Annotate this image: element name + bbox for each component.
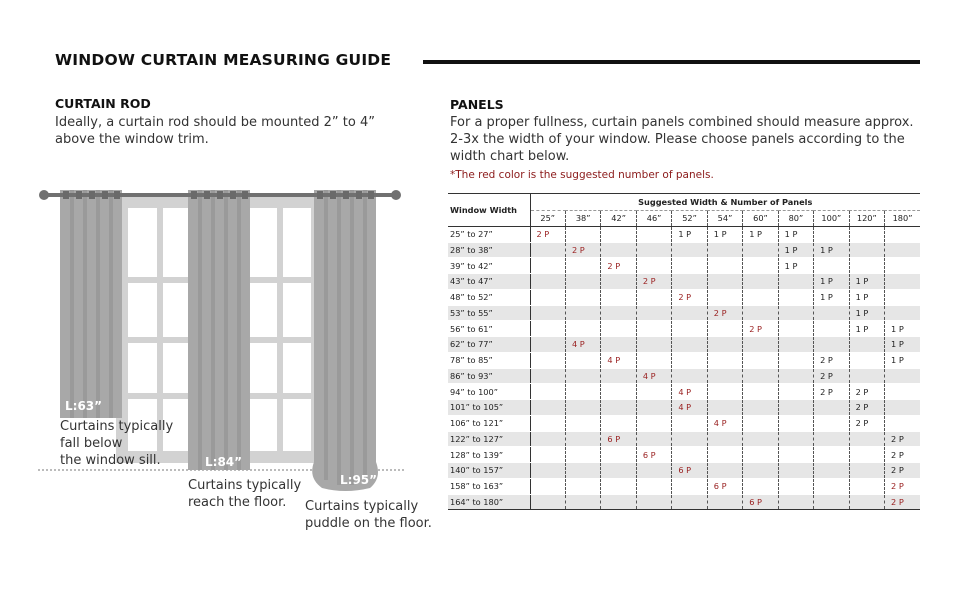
panel-count-cell: [707, 368, 742, 384]
panel-count-cell: [743, 447, 778, 463]
panel-count-cell: [601, 368, 636, 384]
window-width-cell: 128” to 139”: [448, 447, 530, 463]
panel-count-cell: [743, 274, 778, 290]
panel-count-cell: [707, 384, 742, 400]
panel-count-cell: 2 P: [885, 494, 920, 510]
panel-count-cell: [565, 447, 600, 463]
panel-count-cell: [565, 226, 600, 242]
panels-heading: PANELS: [450, 97, 504, 112]
panel-count-cell: [636, 478, 671, 494]
panel-count-cell: [814, 415, 849, 431]
panel-count-cell: [565, 258, 600, 274]
chart-row: [448, 384, 920, 400]
panel-count-cell: 2 P: [885, 431, 920, 447]
panel-count-cell: [743, 384, 778, 400]
panel-count-cell: [601, 463, 636, 479]
panel-count-cell: [849, 258, 884, 274]
panel-count-cell: [778, 447, 813, 463]
panel-count-cell: [672, 337, 707, 353]
curtain-95-note: [305, 498, 432, 532]
window-width-cell: 140” to 157”: [448, 463, 530, 479]
panel-width-header: 60”: [743, 211, 778, 227]
window-width-cell: 86” to 93”: [448, 368, 530, 384]
chart-row: [448, 226, 920, 242]
panel-count-cell: [707, 494, 742, 510]
panel-count-cell: [530, 258, 565, 274]
note-line: the window sill.: [60, 453, 161, 468]
panel-width-header: 38”: [565, 211, 600, 227]
red-color-note: *The red color is the suggested number of panels.: [450, 169, 714, 181]
panel-count-cell: [885, 415, 920, 431]
panel-count-cell: 1 P: [778, 226, 813, 242]
note-line: Curtains typically: [188, 478, 302, 493]
note-line: reach the floor.: [188, 495, 287, 510]
panel-count-cell: [743, 400, 778, 416]
panel-count-cell: [530, 478, 565, 494]
panel-count-cell: 1 P: [885, 321, 920, 337]
curtain-84: [188, 190, 250, 470]
panel-count-cell: [885, 242, 920, 258]
panel-count-cell: [778, 274, 813, 290]
panel-count-cell: [530, 431, 565, 447]
panel-count-cell: [778, 384, 813, 400]
panel-count-cell: 4 P: [707, 415, 742, 431]
panel-count-cell: 1 P: [814, 242, 849, 258]
panel-count-cell: [707, 321, 742, 337]
panel-count-cell: [672, 447, 707, 463]
panel-count-cell: 2 P: [636, 274, 671, 290]
panel-width-header: 80”: [778, 211, 813, 227]
chart-row: [448, 321, 920, 337]
panel-count-cell: [849, 242, 884, 258]
panel-count-cell: 2 P: [849, 384, 884, 400]
panel-count-cell: [743, 352, 778, 368]
panel-count-cell: 6 P: [636, 447, 671, 463]
panel-count-cell: [636, 305, 671, 321]
panel-count-cell: [849, 352, 884, 368]
panel-count-cell: [672, 305, 707, 321]
panel-count-cell: 1 P: [743, 226, 778, 242]
panel-count-cell: [707, 274, 742, 290]
page-title: WINDOW CURTAIN MEASURING GUIDE: [55, 51, 392, 69]
window-width-cell: 28” to 38”: [448, 242, 530, 258]
panel-count-cell: [565, 415, 600, 431]
panel-count-cell: [601, 415, 636, 431]
panel-count-cell: [743, 463, 778, 479]
window-width-cell: 164” to 180”: [448, 494, 530, 510]
panel-count-cell: [672, 352, 707, 368]
panel-count-cell: [778, 368, 813, 384]
window-width-cell: 56” to 61”: [448, 321, 530, 337]
panel-count-cell: [743, 478, 778, 494]
panel-count-cell: 4 P: [565, 337, 600, 353]
chart-row: [448, 289, 920, 305]
panel-width-header: 25”: [530, 211, 565, 227]
panel-count-cell: [743, 337, 778, 353]
panel-count-cell: [743, 431, 778, 447]
panel-count-cell: [601, 305, 636, 321]
curtain-95: [312, 190, 378, 491]
panel-count-cell: 2 P: [885, 463, 920, 479]
panel-count-cell: 1 P: [849, 274, 884, 290]
panel-count-cell: 2 P: [814, 368, 849, 384]
panel-count-cell: [849, 368, 884, 384]
window-width-header: Window Width: [448, 194, 530, 227]
panel-count-cell: [565, 305, 600, 321]
panel-count-cell: 1 P: [814, 274, 849, 290]
panel-width-header: 54”: [707, 211, 742, 227]
panel-count-cell: [672, 368, 707, 384]
panel-count-cell: [778, 463, 813, 479]
note-line: puddle on the floor.: [305, 516, 432, 531]
panel-count-cell: [636, 400, 671, 416]
panel-count-cell: [636, 289, 671, 305]
chart-row: [448, 415, 920, 431]
rod-description: Ideally, a curtain rod should be mounted 2” to 4” above the window trim.: [55, 115, 375, 147]
rod-heading: CURTAIN ROD: [55, 96, 151, 111]
panel-count-cell: [885, 226, 920, 242]
panel-count-cell: [601, 494, 636, 510]
panel-count-cell: [565, 478, 600, 494]
panel-count-cell: [814, 400, 849, 416]
panel-count-cell: 2 P: [707, 305, 742, 321]
panel-count-cell: [778, 352, 813, 368]
panel-count-cell: [707, 242, 742, 258]
panel-count-cell: [565, 352, 600, 368]
window-width-cell: 122” to 127”: [448, 431, 530, 447]
suggested-width-header: Suggested Width & Number of Panels: [530, 194, 920, 211]
panel-count-cell: [885, 305, 920, 321]
window-width-cell: 158” to 163”: [448, 478, 530, 494]
window-width-cell: 94” to 100”: [448, 384, 530, 400]
window-width-cell: 25” to 27”: [448, 226, 530, 242]
panel-count-cell: [601, 289, 636, 305]
panel-count-cell: [636, 337, 671, 353]
panel-count-cell: 6 P: [743, 494, 778, 510]
panel-count-cell: [885, 258, 920, 274]
panel-count-cell: [565, 494, 600, 510]
panel-width-chart: [448, 193, 920, 510]
chart-row: [448, 478, 920, 494]
panel-count-cell: 1 P: [814, 289, 849, 305]
panel-count-cell: [707, 447, 742, 463]
panel-count-cell: [636, 431, 671, 447]
panel-count-cell: [672, 415, 707, 431]
chart-row: [448, 494, 920, 510]
panel-count-cell: [636, 321, 671, 337]
panel-count-cell: [565, 289, 600, 305]
panel-count-cell: [636, 258, 671, 274]
panel-count-cell: [814, 258, 849, 274]
chart-row: [448, 274, 920, 290]
curtain-84-note: [188, 477, 301, 511]
chart-row: [448, 258, 920, 274]
chart-row: [448, 305, 920, 321]
panel-count-cell: [743, 305, 778, 321]
window-width-cell: 106” to 121”: [448, 415, 530, 431]
chart-row: [448, 431, 920, 447]
chart-row: [448, 368, 920, 384]
panel-count-cell: [565, 463, 600, 479]
panel-count-cell: [672, 431, 707, 447]
note-line: Curtains typically: [60, 419, 174, 434]
panel-count-cell: [636, 384, 671, 400]
panel-count-cell: [849, 447, 884, 463]
panel-count-cell: [814, 463, 849, 479]
panel-count-cell: [743, 258, 778, 274]
length-label-95: L:95”: [340, 473, 378, 487]
panel-count-cell: 2 P: [565, 242, 600, 258]
panel-count-cell: [778, 415, 813, 431]
panel-count-cell: 2 P: [601, 258, 636, 274]
panel-count-cell: [885, 400, 920, 416]
panel-count-cell: [672, 258, 707, 274]
panel-count-cell: [530, 305, 565, 321]
panel-count-cell: [530, 415, 565, 431]
panel-count-cell: 1 P: [849, 289, 884, 305]
panel-count-cell: [601, 321, 636, 337]
panel-count-cell: [849, 226, 884, 242]
panel-width-header: 120”: [849, 211, 884, 227]
panel-count-cell: 6 P: [601, 431, 636, 447]
panel-count-cell: [814, 321, 849, 337]
window-width-cell: 39” to 42”: [448, 258, 530, 274]
panel-count-cell: [814, 337, 849, 353]
panel-count-cell: [565, 274, 600, 290]
panel-count-cell: [814, 447, 849, 463]
window-width-cell: 101” to 105”: [448, 400, 530, 416]
panel-count-cell: [672, 274, 707, 290]
panel-count-cell: 1 P: [707, 226, 742, 242]
panel-count-cell: [530, 463, 565, 479]
panel-count-cell: [601, 274, 636, 290]
panel-width-header: 42”: [601, 211, 636, 227]
panel-count-cell: [530, 494, 565, 510]
panel-count-cell: [849, 494, 884, 510]
curtain-63-note: [60, 418, 173, 469]
panel-count-cell: [601, 400, 636, 416]
panel-count-cell: [636, 494, 671, 510]
panel-count-cell: [707, 400, 742, 416]
panel-width-header: 46”: [636, 211, 671, 227]
panel-count-cell: 2 P: [814, 352, 849, 368]
panel-count-cell: [707, 258, 742, 274]
panel-count-cell: [814, 226, 849, 242]
panel-count-cell: [885, 274, 920, 290]
panel-count-cell: 2 P: [814, 384, 849, 400]
panel-count-cell: 1 P: [672, 226, 707, 242]
panel-count-cell: 2 P: [849, 415, 884, 431]
panel-count-cell: [530, 274, 565, 290]
window-width-cell: 78” to 85”: [448, 352, 530, 368]
window-width-cell: 62” to 77”: [448, 337, 530, 353]
curtain-63: [60, 190, 122, 418]
panel-count-cell: [601, 226, 636, 242]
panel-count-cell: [743, 415, 778, 431]
panel-count-cell: 4 P: [672, 384, 707, 400]
panel-count-cell: [743, 242, 778, 258]
panel-count-cell: [636, 415, 671, 431]
panel-width-header: 100”: [814, 211, 849, 227]
panel-count-cell: 1 P: [885, 337, 920, 353]
panel-count-cell: [601, 242, 636, 258]
note-line: fall below: [60, 436, 123, 451]
panel-count-cell: [565, 431, 600, 447]
panel-count-cell: 4 P: [636, 368, 671, 384]
window-width-cell: 53” to 55”: [448, 305, 530, 321]
panel-count-cell: [778, 289, 813, 305]
panel-count-cell: [601, 447, 636, 463]
panel-count-cell: [778, 494, 813, 510]
panel-count-cell: [672, 494, 707, 510]
panel-count-cell: 6 P: [707, 478, 742, 494]
panel-count-cell: 6 P: [672, 463, 707, 479]
panel-count-cell: 4 P: [672, 400, 707, 416]
panel-count-cell: [707, 352, 742, 368]
panel-count-cell: 2 P: [530, 226, 565, 242]
panel-count-cell: [636, 226, 671, 242]
length-label-84: L:84”: [205, 455, 243, 469]
note-line: Curtains typically: [305, 499, 419, 514]
panel-count-cell: [707, 289, 742, 305]
chart-row: [448, 242, 920, 258]
panel-count-cell: 1 P: [778, 258, 813, 274]
panel-count-cell: [530, 289, 565, 305]
panel-count-cell: 1 P: [778, 242, 813, 258]
panel-count-cell: [707, 337, 742, 353]
panel-count-cell: [530, 368, 565, 384]
panel-count-cell: [849, 337, 884, 353]
panel-count-cell: [565, 400, 600, 416]
panel-count-cell: [530, 337, 565, 353]
panel-count-cell: [636, 463, 671, 479]
panel-count-cell: 2 P: [885, 478, 920, 494]
panel-width-header: 52”: [672, 211, 707, 227]
panel-count-cell: [849, 463, 884, 479]
panel-count-cell: [601, 384, 636, 400]
panel-count-cell: [814, 478, 849, 494]
panel-count-cell: 1 P: [849, 321, 884, 337]
panel-count-cell: [885, 368, 920, 384]
panel-count-cell: [778, 400, 813, 416]
panel-count-cell: [565, 384, 600, 400]
panel-count-cell: [849, 431, 884, 447]
panel-count-cell: [565, 321, 600, 337]
panel-count-cell: [814, 305, 849, 321]
panel-count-cell: 2 P: [849, 400, 884, 416]
chart-row: [448, 447, 920, 463]
panel-count-cell: [707, 463, 742, 479]
panel-count-cell: [814, 431, 849, 447]
panel-count-cell: [530, 352, 565, 368]
panel-count-cell: 1 P: [849, 305, 884, 321]
curtain-rod: [39, 190, 401, 200]
panel-count-cell: [778, 305, 813, 321]
length-label-63: L:63”: [65, 399, 103, 413]
panel-count-cell: 1 P: [885, 352, 920, 368]
panel-count-cell: [743, 289, 778, 305]
panels-description: For a proper fullness, curtain panels combined should measure approx. 2-3x the width of your window. Please choose panels according to the width chart below.: [450, 115, 914, 164]
panel-count-cell: [672, 478, 707, 494]
panel-count-cell: [565, 368, 600, 384]
panel-count-cell: 2 P: [743, 321, 778, 337]
panel-count-cell: [530, 447, 565, 463]
panel-count-cell: [778, 321, 813, 337]
panel-count-cell: [743, 368, 778, 384]
panel-width-header: 180”: [885, 211, 920, 227]
chart-row: [448, 400, 920, 416]
panel-count-cell: [530, 242, 565, 258]
panel-count-cell: [885, 289, 920, 305]
chart-row: [448, 337, 920, 353]
panel-count-cell: [601, 337, 636, 353]
panel-count-cell: [636, 242, 671, 258]
window-width-cell: 43” to 47”: [448, 274, 530, 290]
panel-count-cell: [601, 478, 636, 494]
window-width-cell: 48” to 52”: [448, 289, 530, 305]
panel-count-cell: 4 P: [601, 352, 636, 368]
title-rule: [423, 60, 920, 64]
panel-count-cell: [707, 431, 742, 447]
panel-count-cell: [885, 384, 920, 400]
panel-count-cell: [672, 242, 707, 258]
panel-count-cell: [530, 321, 565, 337]
panel-count-cell: [530, 384, 565, 400]
panel-count-cell: [672, 321, 707, 337]
panel-count-cell: 2 P: [672, 289, 707, 305]
panel-count-cell: [778, 337, 813, 353]
panel-count-cell: [814, 494, 849, 510]
panel-count-cell: [778, 431, 813, 447]
panel-count-cell: [849, 478, 884, 494]
panel-count-cell: [530, 400, 565, 416]
chart-row: [448, 463, 920, 479]
chart-row: [448, 352, 920, 368]
panel-count-cell: [778, 478, 813, 494]
panel-count-cell: [636, 352, 671, 368]
panel-count-cell: 2 P: [885, 447, 920, 463]
